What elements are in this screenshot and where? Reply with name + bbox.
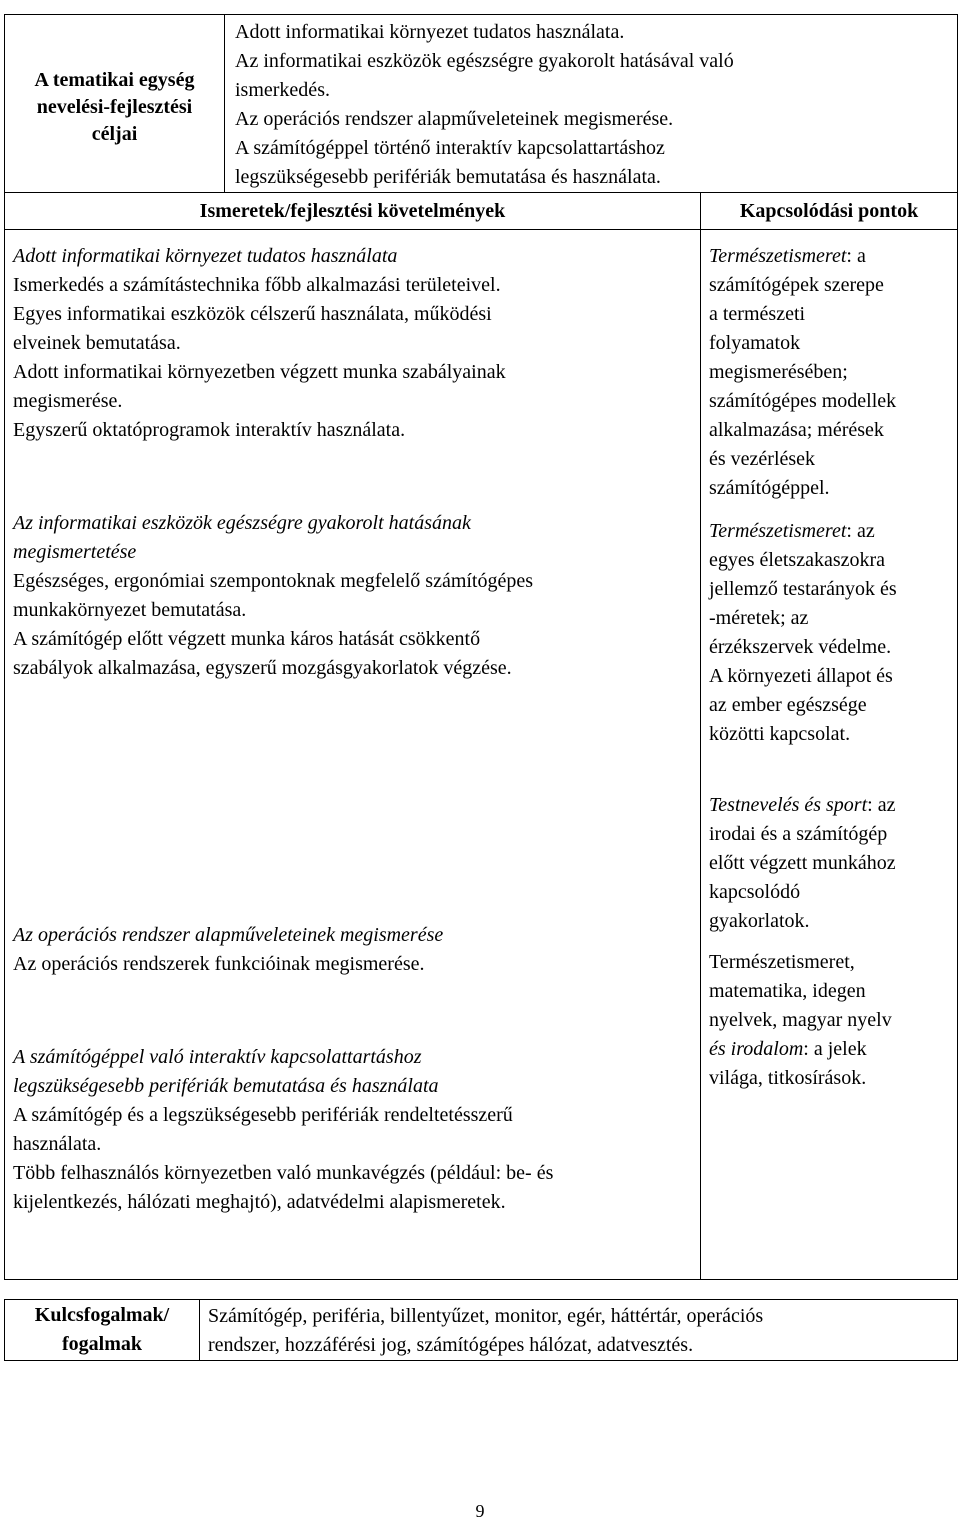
connection-line: számítógéppel. (709, 477, 830, 499)
connection-block (709, 948, 957, 1093)
goals-line: Az operációs rendszer alapműveleteinek megismerése. (235, 108, 674, 130)
connection-subject: Természetismeret, (709, 951, 855, 973)
connection-text: : az (846, 520, 875, 542)
section-line: Adott informatikai környezetben végzett munka szabályainak (13, 361, 506, 383)
curriculum-table (4, 14, 958, 1280)
section-line: Ismerkedés a számítástechnika főbb alkalmazási területeivel. (13, 274, 501, 296)
connection-text: : az (867, 794, 896, 816)
connection-block (709, 242, 957, 503)
connection-line: az ember egészsége (709, 694, 867, 716)
section-line: Az operációs rendszerek funkcióinak megismerése. (13, 953, 425, 975)
section-title: Az informatikai eszközök egészségre gyakorolt hatásának (13, 512, 471, 534)
goals-text (225, 15, 958, 193)
section-title: legszükségesebb perifériák bemutatása és használata (13, 1075, 439, 1097)
section-line: szabályok alkalmazása, egyszerű mozgásgyakorlatok végzése. (13, 657, 512, 679)
connection-line: gyakorlatok. (709, 910, 810, 932)
goals-label (5, 15, 225, 193)
goals-line: legszükségesebb perifériák bemutatása és használata. (235, 166, 661, 188)
requirements-cell (5, 230, 701, 1280)
connection-line: jellemző testarányok és (709, 578, 897, 600)
connection-line: számítógépes modellek (709, 390, 897, 412)
connection-subject: és irodalom (709, 1038, 804, 1060)
connection-block (709, 791, 957, 936)
keywords-line: Számítógép, periféria, billentyűzet, monitor, egér, háttértár, operációs (208, 1305, 764, 1327)
connection-text: : a (846, 245, 866, 267)
connection-line: érzékszervek védelme. (709, 636, 892, 658)
section-title: Az operációs rendszer alapműveleteinek megismerése (13, 924, 444, 946)
connection-line: alkalmazása; mérések (709, 419, 884, 441)
goals-line: Adott informatikai környezet tudatos használata. (235, 21, 625, 43)
connection-line: irodai és a számítógép (709, 823, 888, 845)
connections-header: Kapcsolódási pontok (701, 193, 958, 230)
goals-label-line: céljai (91, 123, 138, 145)
keywords-row (5, 1300, 958, 1361)
connection-line: világa, titkosírások. (709, 1067, 867, 1089)
connection-subject: Testnevelés és sport (709, 794, 868, 816)
connection-text: : a jelek (803, 1038, 867, 1060)
section-line: megismerése. (13, 390, 123, 412)
page-number: 9 (475, 1501, 485, 1521)
keywords-table (4, 1299, 958, 1361)
connection-line: egyes életszakaszokra (709, 549, 886, 571)
goals-row (5, 15, 958, 193)
section-line: Egyes informatikai eszközök célszerű használata, működési (13, 303, 492, 325)
section-environment (13, 242, 700, 445)
goals-line: A számítógéppel történő interaktív kapcsolattartáshoz (235, 137, 665, 159)
section-line: Több felhasználós környezetben való munkavégzés (például: be- és (13, 1162, 554, 1184)
requirements-header: Ismeretek/fejlesztési követelmények (5, 193, 701, 230)
section-line: kijelentkezés, hálózati meghajtó), adatvédelmi alapismeretek. (13, 1191, 506, 1213)
connections-cell (701, 230, 958, 1280)
header-row (5, 193, 958, 230)
keywords-label-line: fogalmak (62, 1333, 142, 1355)
section-line: munkakörnyezet bemutatása. (13, 599, 247, 621)
connection-line: és vezérlések (709, 448, 816, 470)
keywords-line: rendszer, hozzáférési jog, számítógépes hálózat, adatvesztés. (208, 1334, 694, 1356)
connection-line: számítógépek szerepe (709, 274, 884, 296)
connection-line: a természeti (709, 303, 806, 325)
section-line: elveinek bemutatása. (13, 332, 181, 354)
goals-line: Az informatikai eszközök egészségre gyakorolt hatásával való (235, 50, 734, 72)
keywords-text (200, 1300, 958, 1361)
goals-label-line: nevelési-fejlesztési (36, 96, 193, 118)
connection-line: folyamatok (709, 332, 801, 354)
connection-subject: Természetismeret (709, 245, 847, 267)
connection-subject: Természetismeret (709, 520, 847, 542)
connection-block (709, 517, 957, 749)
connection-line: -méretek; az (709, 607, 809, 629)
section-title: A számítógéppel való interaktív kapcsolattartáshoz (13, 1046, 422, 1068)
section-line: Egyszerű oktatóprogramok interaktív használata. (13, 419, 406, 441)
section-line: Egészséges, ergonómiai szempontoknak megfelelő számítógépes (13, 570, 534, 592)
connection-line: közötti kapcsolat. (709, 723, 851, 745)
connection-line: A környezeti állapot és (709, 665, 893, 687)
connection-line: kapcsolódó (709, 881, 801, 903)
keywords-label-line: Kulcsfogalmak/ (34, 1304, 170, 1326)
section-line: használata. (13, 1133, 102, 1155)
section-line: A számítógép előtt végzett munka káros hatását csökkentő (13, 628, 481, 650)
connection-line: nyelvek, magyar nyelv (709, 1009, 892, 1031)
section-title: Adott informatikai környezet tudatos használata (13, 245, 398, 267)
connection-line: megismerésében; (709, 361, 848, 383)
section-os (13, 921, 700, 979)
goals-label-line: A tematikai egység (34, 69, 195, 91)
section-health (13, 509, 700, 683)
connection-line: matematika, idegen (709, 980, 866, 1002)
goals-line: ismerkedés. (235, 79, 330, 101)
section-line: A számítógép és a legszükségesebb perifériák rendeltetésszerű (13, 1104, 513, 1126)
keywords-label (5, 1300, 200, 1361)
content-row (5, 230, 958, 1280)
connection-line: előtt végzett munkához (709, 852, 896, 874)
section-peripherals (13, 1043, 700, 1217)
section-title: megismertetése (13, 541, 137, 563)
